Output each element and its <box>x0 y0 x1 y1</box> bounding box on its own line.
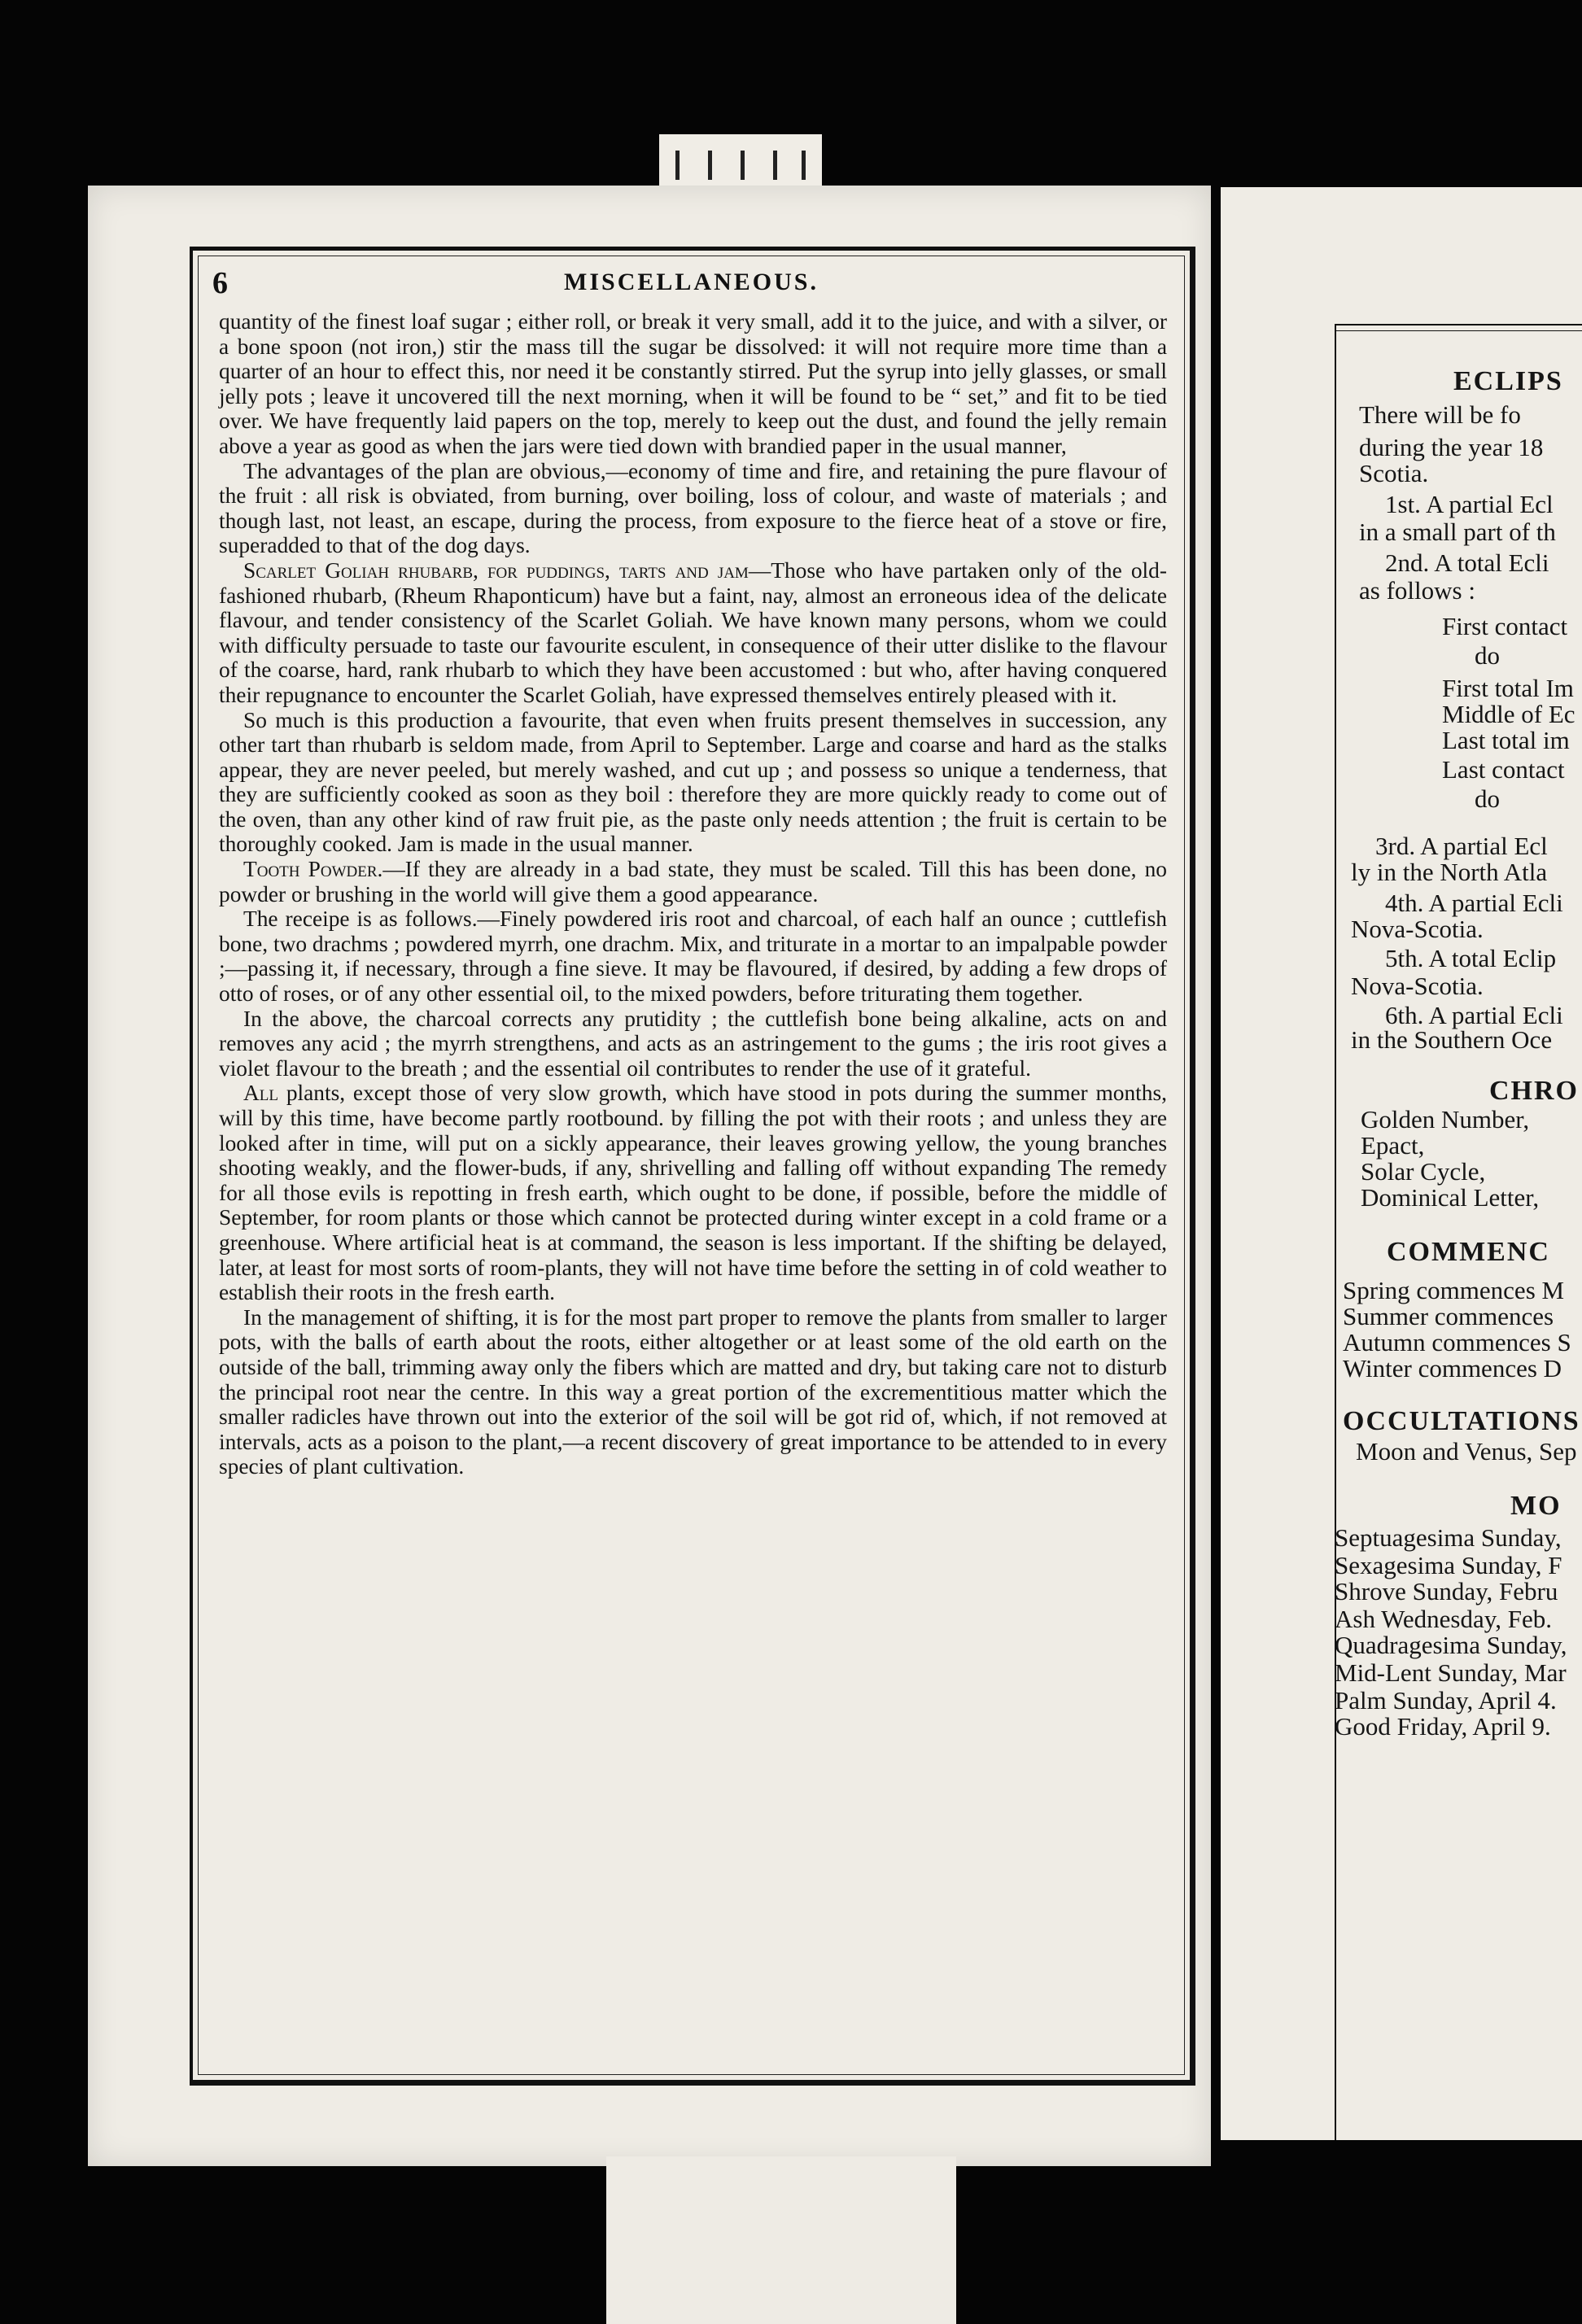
text-line: Winter commences D <box>1343 1354 1562 1383</box>
text-line: Spring commences M <box>1343 1276 1565 1304</box>
text-line: Summer commences <box>1343 1302 1554 1330</box>
paragraph <box>219 906 1167 1006</box>
text-line: Moon and Venus, Sep <box>1356 1437 1577 1466</box>
text-line: in the Southern Oce <box>1351 1025 1553 1054</box>
running-head <box>212 265 1170 301</box>
text-line: Ash Wednesday, Feb. <box>1335 1605 1552 1633</box>
paragraph-text: plants, except those of very slow growth, which have stood in pots during the summer months, will by this time, have become partly rootbound. by filling the pot with their roots ; and unless they are looked after in time, will put on a sickly appearance, their leaves growing yellow, the young branches shooting weakly, and the flower-buds, if any, shrivelling and falling off without expanding The remedy for all those evils is repotting in fresh earth, which ought to be done, if possible, before the middle of September, for room plants or those which cannot be protected during winter except in a cold frame or a greenhouse. Where artificial heat is at command, the season is less important. If the shifting be delayed, later, at least for most sorts of room-plants, they will not have time before the setting in of cold weather to establish their roots in the fresh earth. <box>219 1081 1167 1305</box>
section-heading: COMMENC <box>1387 1237 1550 1267</box>
text-line: Nova-Scotia. <box>1351 972 1484 1000</box>
text-line: There will be fo <box>1359 400 1521 429</box>
tab-strip <box>659 134 822 191</box>
text-line: 5th. A total Eclip <box>1385 944 1557 972</box>
paragraph-text: —If they are already in a bad state, they must be scaled. Till this has been done, no powder or brushing in the world will give them a good appearance. <box>219 857 1167 906</box>
text-line: Middle of Ec <box>1442 700 1575 728</box>
text-line: Golden Number, <box>1361 1105 1530 1134</box>
text-line: Shrove Sunday, Febru <box>1335 1577 1558 1605</box>
text-line: 1st. A partial Ecl <box>1385 490 1554 518</box>
top-rule <box>1336 324 1582 325</box>
page-frame <box>190 247 1195 2086</box>
section-heading: OCCULTATIONS <box>1343 1406 1580 1436</box>
paragraph-text: In the management of shifting, it is for the most part proper to remove the plants from smaller to larger pots, with the balls of earth about the roots, either altogether or at least some of the old earth on the outside of the ball, trimming away only the fibers which are matted and dry, but taking care not to disturb the principal root near the centre. In this way a great portion of the excrementitious matter which the smaller radicles have thrown out into the exterior of the soil will be got rid of, which, if not removed at intervals, acts as a poison to the plant,—a recent discovery of great importance to be attended to in every species of plant cultivation. <box>219 1304 1167 1479</box>
text-line: Palm Sunday, April 4. <box>1335 1686 1557 1715</box>
bottom-slip <box>606 2156 956 2324</box>
text-line: Autumn commences S <box>1343 1328 1571 1356</box>
text-line: as follows : <box>1359 576 1475 605</box>
running-title: MISCELLANEOUS. <box>564 269 819 295</box>
text-line: ly in the North Atla <box>1351 858 1548 886</box>
text-line: Epact, <box>1361 1131 1425 1160</box>
text-line: Septuagesima Sunday, <box>1335 1523 1562 1552</box>
paragraph <box>219 708 1167 858</box>
section-heading: CHRO <box>1489 1076 1579 1106</box>
paragraph <box>219 309 1167 459</box>
paragraph-text: The advantages of the plan are obvious,—economy of time and fire, and retaining the pure flavour of the fruit : all risk is obviated, from burning, over boiling, loss of colour, and waste of materials ; and though last, not least, an escape, during the process, from exposure to the fierce heat of a stove or fire, superadded to that of the dog days. <box>219 458 1167 558</box>
section-heading: ECLIPS <box>1453 366 1563 396</box>
text-line: Scotia. <box>1359 459 1429 487</box>
text-line: Last total im <box>1442 726 1570 754</box>
left-page <box>88 186 1211 2166</box>
paragraph-text: —Those who have partaken only of the old-fashioned rhubarb, (Rheum Rhaponticum) have but a faint, nay, almost an erroneous idea of the delicate flavour, and tender consistency of the Scarlet Goliah. We have known many persons, whom we could with difficulty persuade to taste our favourite esculent, in consequence of their utter dislike to the flavour of the coarse, hard, rank rhubarb to which they have been accustomed : but who, after having conquered their repugnance to encounter the Scarlet Goliah, have expressed themselves entirely pleased with it. <box>219 557 1167 707</box>
text-line: do <box>1475 784 1500 813</box>
paragraph <box>219 857 1167 906</box>
paragraph <box>219 1007 1167 1081</box>
text-line: Last contact <box>1442 755 1565 784</box>
section-heading: MO <box>1510 1491 1562 1521</box>
top-rule-thin <box>1336 330 1582 331</box>
text-line: do <box>1475 641 1500 670</box>
paragraph <box>219 459 1167 558</box>
paragraph-lead: Tooth Powder. <box>243 857 383 882</box>
text-line: Solar Cycle, <box>1361 1157 1486 1186</box>
text-line: Sexagesima Sunday, F <box>1335 1551 1562 1579</box>
text-line: 2nd. A total Ecli <box>1385 548 1549 577</box>
page-number: 6 <box>212 266 228 300</box>
text-line: during the year 18 <box>1359 433 1544 461</box>
text-line: Good Friday, April 9. <box>1335 1712 1551 1741</box>
paragraph-lead: Scarlet Goliah rhubarb, for puddings, tarts and jam <box>243 557 749 583</box>
text-line: Mid-Lent Sunday, Mar <box>1335 1658 1567 1687</box>
paragraph-text: In the above, the charcoal corrects any prutidity ; the cuttlefish bone being alkaline, acts on and removes any acid ; the myrrh strengthens, and acts as an astringement to the gums ; the iris root gives a violet flavour to the breath ; and the essential oil contributes to render the use of it grateful. <box>219 1006 1167 1081</box>
paragraph <box>219 558 1167 708</box>
paragraph-lead: All <box>243 1081 278 1106</box>
text-line: 3rd. A partial Ecl <box>1375 832 1548 860</box>
text-line: First total Im <box>1442 674 1574 702</box>
paragraph <box>219 1081 1167 1304</box>
body-text <box>219 309 1167 1479</box>
text-line: Dominical Letter, <box>1361 1183 1540 1212</box>
text-line: Quadragesima Sunday, <box>1335 1631 1567 1659</box>
paragraph-text: quantity of the finest loaf sugar ; either roll, or break it very small, add it to the juice, and with a silver, or a bone spoon (not iron,) stir the mass till the sugar be dissolved: it will not require more time than a quarter of an hour to effect this, nor need it be constantly stirred. Put the syrup into jelly glasses, or small jelly pots ; leave it uncovered till the next morning, when it will be found to be “ set,” and fit to be tied over. We have frequently laid papers on the top, merely to keep out the dust, and found the jelly remain above a year as good as when the jars were tied down with brandied paper in the usual manner, <box>219 309 1167 458</box>
text-line: First contact <box>1442 612 1568 640</box>
text-line: Nova-Scotia. <box>1351 915 1484 943</box>
left-rule <box>1335 324 1336 2140</box>
paragraph <box>219 1305 1167 1479</box>
paragraph-text: The receipe is as follows.—Finely powdered iris root and charcoal, of each half an ounce ; cuttlefish bone, two drachms ; powdered myrrh, one drachm. Mix, and triturate in a mortar to an impalpable powder ;—passing it, if necessary, through a fine sieve. It may be flavoured, if desired, by adding a few drops of otto of roses, or of any other essential oil, to the mixed powders, before triturating them together. <box>219 906 1167 1007</box>
text-line: in a small part of th <box>1359 518 1556 546</box>
paragraph-text: So much is this production a favourite, that even when fruits present themselves in succession, any other tart than rhubarb is seldom made, from April to September. Large and coarse and hard as the stalks appear, they are never peeled, but merely washed, and cut up ; and possess so unique a tenderness, that they are sufficiently cooked as soon as they boil : therefore they are more quickly ready to come out of the oven, than any other kind of raw fruit pie, as the paste only needs attention ; the fruit is certain to be thoroughly cooked. Jam is made in the usual manner. <box>219 707 1167 857</box>
right-page <box>1221 187 1582 2140</box>
text-line: 6th. A partial Ecli <box>1385 1001 1563 1029</box>
text-line: 4th. A partial Ecli <box>1385 889 1563 917</box>
